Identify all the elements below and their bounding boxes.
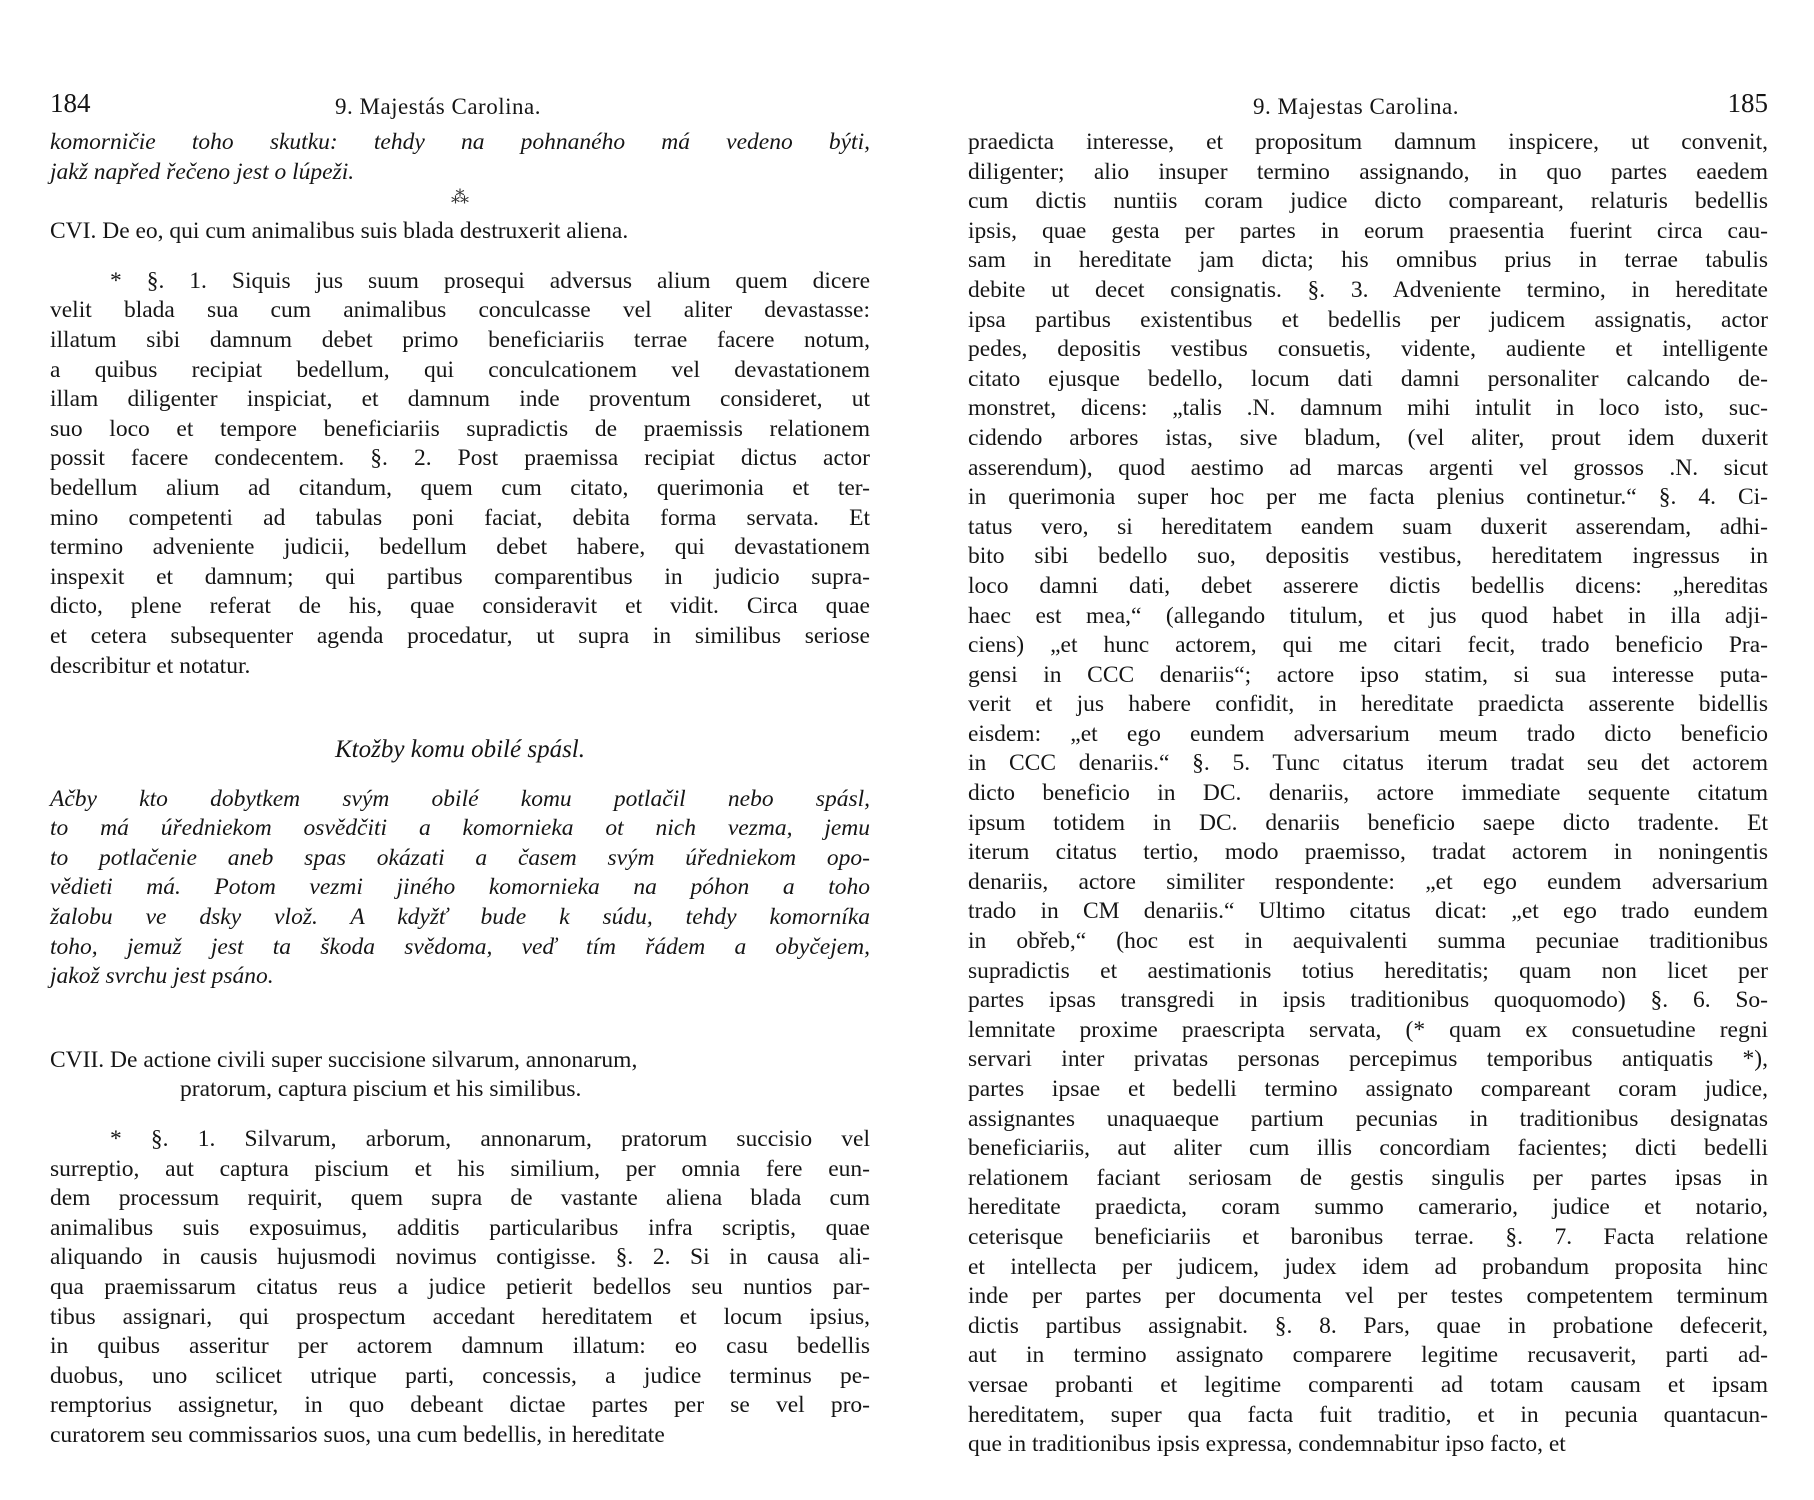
text-line: aliquando in causis hujusmodi novimus contigisse. §. 2. Si in causa ali- — [50, 1244, 870, 1271]
text-line: eisdem: „et ego eundem adversarium meum trado dicto beneficio — [968, 720, 1768, 747]
text-line: illam diligenter inspiciat, et damnum inde proventum consideret, ut — [50, 386, 870, 413]
text-line: diligenter; alio insuper termino assignando, in quo partes eaedem — [968, 158, 1768, 185]
text-line: relationem faciant seriosam de gestis singulis per partes ipsas in — [968, 1164, 1768, 1191]
text-line: in obřeb,“ (hoc est in aequivalenti summa pecuniae traditionibus — [968, 928, 1768, 955]
text-line: lemnitate proxime praescripta servata, (* quam ex consuetudine regni — [968, 1016, 1768, 1043]
text-line: in querimonia super hoc per me facta plenius continetur.“ §. 4. Ci- — [968, 484, 1768, 511]
text-line: verit et jus habere confidit, in hereditate praedicta asserente bidellis — [968, 691, 1768, 718]
text-line: describitur et notatur. — [50, 652, 251, 679]
text-line: komorničie toho skutku: tehdy na pohnaného má vedeno býti, — [50, 129, 870, 155]
text-line: curatorem seu commissarios suos, una cum bedellis, in hereditate — [50, 1421, 665, 1448]
text-line: Ačby kto dobytkem svým obilé komu potlačil nebo spásl, — [50, 785, 870, 812]
text-line: praedicta interesse, et propositum damnum inspicere, ut convenit, — [968, 129, 1768, 155]
text-line: monstret, dicens: „talis .N. damnum mihi intulit in loco isto, suc- — [968, 395, 1768, 422]
text-line: partes ipsae et bedelli termino assignato compareant coram judice, — [968, 1076, 1768, 1102]
section-cvii-body — [50, 1125, 870, 1451]
text-line: suo loco et tempore beneficiariis supradictis de praemissis relationem — [50, 415, 870, 442]
text-line: * §. 1. Siquis jus suum prosequi adversus alium quem dicere — [110, 267, 870, 294]
section-cvii-title-1: CVII. De actione civili super succisione silvarum, annonarum, — [50, 1046, 638, 1073]
left-running-title: 9. Majestás Carolina. — [335, 94, 541, 119]
text-line: duobus, uno scilicet utrique parti, concessis, a judice terminus pe- — [50, 1362, 870, 1389]
left-page — [50, 0, 870, 1500]
text-line: ipsis, quae gesta per partes in eorum praesentia fuerint circa cau- — [968, 217, 1768, 244]
text-line: hereditatem, super qua facta fuit traditio, et in pecunia quantacun- — [968, 1401, 1768, 1428]
text-line: žalobu ve dsky vlož. A kdyžť bude k súdu, tehdy komorníka — [50, 904, 870, 931]
text-line: dicto beneficio in DC. denariis, actore immediate sequente citatum — [968, 780, 1768, 807]
text-line: beneficiariis, aut aliter cum illis concordiam facientes; dicti bedelli — [968, 1135, 1768, 1162]
text-line: jakož svrchu jest psáno. — [50, 963, 274, 990]
text-line: aut in termino assignato comparere legitime recusaverit, parti ad- — [968, 1342, 1768, 1369]
text-line: hereditate praedicta, coram summo camerario, judice et notario, — [968, 1194, 1768, 1221]
left-running-head — [50, 88, 870, 128]
text-line: in CCC denariis.“ §. 5. Tunc citatus iterum tradat seu det actorem — [968, 750, 1768, 777]
text-line: tatus vero, si hereditatem eandem suam duxerit asserendam, adhi- — [968, 513, 1768, 540]
text-line: gensi in CCC denariis“; actore ipso statim, si sua interesse puta- — [968, 661, 1768, 688]
text-line: bedellum alium ad citandum, quem cum citato, querimonia et ter- — [50, 474, 870, 501]
text-line: a quibus recipiat bedellum, qui conculcationem vel devastationem — [50, 356, 870, 383]
text-line: dictis partibus assignabit. §. 8. Pars, quae in probatione defecerit, — [968, 1312, 1768, 1339]
text-line: assignantes unaquaeque partium pecunias in traditionibus designatas — [968, 1105, 1768, 1132]
text-line: et intellecta per judicem, judex idem ad probandum proposita hinc — [968, 1253, 1768, 1280]
right-page-body — [968, 128, 1768, 1460]
text-line: remptorius assignetur, in quo debeant dictae partes per se vel pro- — [50, 1392, 870, 1419]
text-line: inspexit et damnum; qui partibus comparentibus in judicio supra- — [50, 563, 870, 590]
right-page-number: 185 — [1727, 88, 1768, 118]
text-line: * §. 1. Silvarum, arborum, annonarum, pratorum succisio vel — [110, 1126, 870, 1153]
text-line: partes ipsas transgredi in ipsis traditionibus quoquomodo) §. 6. So- — [968, 987, 1768, 1014]
czech-section-body — [50, 785, 870, 992]
right-running-title: 9. Majestas Carolina. — [1253, 94, 1459, 119]
text-line: debite ut decet consignatis. §. 3. Adveniente termino, in hereditate — [968, 276, 1768, 303]
text-line: mino competenti ad tabulas poni faciat, debita forma servata. Et — [50, 504, 870, 531]
text-line: to má úředniekom osvědčiti a komornieka ot nich vezma, jemu — [50, 815, 870, 842]
text-line: qua praemissarum citatus reus a judice petierit bedellos seu nuntios par- — [50, 1274, 870, 1300]
text-line: dem processum requirit, quem supra de vastante aliena blada cum — [50, 1185, 870, 1212]
text-line: surreptio, aut captura piscium et his similium, per omnia fere eun- — [50, 1155, 870, 1182]
text-line: trado in CM denariis.“ Ultimo citatus dicat: „et ego trado eundem — [968, 898, 1768, 925]
right-running-head — [968, 88, 1768, 128]
section-cvii-title-2: pratorum, captura piscium et his similibus. — [180, 1076, 582, 1103]
text-line: ipsa partibus existentibus et bedellis per judicem assignatis, actor — [968, 306, 1768, 333]
text-line: supradictis et aestimationis totius hereditatis; quam non licet per — [968, 957, 1768, 984]
text-line: vědieti má. Potom vezmi jiného komornieka na póhon a toho — [50, 874, 870, 901]
text-line: to potlačenie aneb spas okázati a časem svým úředniekom opo- — [50, 844, 870, 871]
text-line: animalibus suis exposuimus, additis particularibus infra scriptis, quae — [50, 1214, 870, 1241]
text-line: cum dictis nuntiis coram judice dicto compareant, relaturis bedellis — [968, 188, 1768, 215]
text-line: bito sibi bedello suo, depositis vestibus, hereditatem ingressus in — [968, 543, 1768, 570]
text-line: velit blada sua cum animalibus conculcasse vel aliter devastasse: — [50, 297, 870, 324]
left-intro-czech — [50, 128, 870, 187]
text-line: et cetera subsequenter agenda procedatur, ut supra in similibus seriose — [50, 622, 870, 649]
text-line: loco damni dati, debet asserere dictis bedellis dicens: „hereditas — [968, 572, 1768, 599]
margin-mark: ⁂ — [451, 187, 469, 208]
text-line: iterum citatus tertio, modo praemisso, tradat actorem in noningentis — [968, 839, 1768, 866]
text-line: possit facere condecentem. §. 2. Post praemissa recipiat dictus actor — [50, 445, 870, 472]
text-line: servari inter privatas personas percepimus temporibus antiquatis *), — [968, 1046, 1768, 1073]
text-line: que in traditionibus ipsis expressa, condemnabitur ipso facto, et — [968, 1431, 1566, 1458]
text-line: pedes, depositis vestibus consuetis, vidente, audiente et intelligente — [968, 336, 1768, 363]
czech-section-title: Ktožby komu obilé spásl. — [335, 736, 585, 764]
text-line: illatum sibi damnum debet primo beneficiariis terrae facere notum, — [50, 326, 870, 353]
text-line: jakž napřed řečeno jest o lúpeži. — [50, 158, 355, 185]
text-line: haec est mea,“ (allegando titulum, et jus quod habet in illa adji- — [968, 602, 1768, 629]
text-line: toho, jemuž jest ta škoda svědoma, veď tím řádem a obyčejem, — [50, 933, 870, 960]
right-page — [968, 0, 1768, 1500]
section-cvi-title: CVI. De eo, qui cum animalibus suis blada destruxerit aliena. — [50, 218, 629, 245]
text-line: versae probanti et legitime comparenti ad totam causam et ipsam — [968, 1371, 1768, 1398]
section-cvi-body — [50, 267, 870, 681]
text-line: cidendo arbores istas, sive bladum, (vel aliter, prout idem duxerit — [968, 424, 1768, 451]
text-line: citato ejusque bedello, locum dati damni personaliter calcando de- — [968, 365, 1768, 392]
left-page-number: 184 — [50, 88, 91, 118]
text-line: ceterisque beneficiariis et baronibus terrae. §. 7. Facta relatione — [968, 1223, 1768, 1250]
text-line: ciens) „et hunc actorem, qui me citari fecit, trado beneficio Pra- — [968, 632, 1768, 659]
text-line: asserendum), quod aestimo ad marcas argenti vel grossos .N. sicut — [968, 454, 1768, 481]
text-line: termino adveniente judicii, bedellum debet habere, qui devastationem — [50, 534, 870, 561]
text-line: dicto, plene referat de his, quae consideravit et vidit. Circa quae — [50, 593, 870, 620]
text-line: inde per partes per documenta vel per testes competentem terminum — [968, 1283, 1768, 1310]
text-line: ipsum totidem in DC. denariis beneficio saepe dicto tradente. Et — [968, 809, 1768, 836]
text-line: in quibus asseritur per actorem damnum illatum: eo casu bedellis — [50, 1333, 870, 1360]
text-line: tibus assignari, qui prospectum accedant hereditatem et locum ipsius, — [50, 1303, 870, 1330]
text-line: denariis, actore similiter respondente: „et ego eundem adversarium — [968, 868, 1768, 895]
text-line: sam in hereditate jam dicta; his omnibus prius in terrae tabulis — [968, 247, 1768, 274]
